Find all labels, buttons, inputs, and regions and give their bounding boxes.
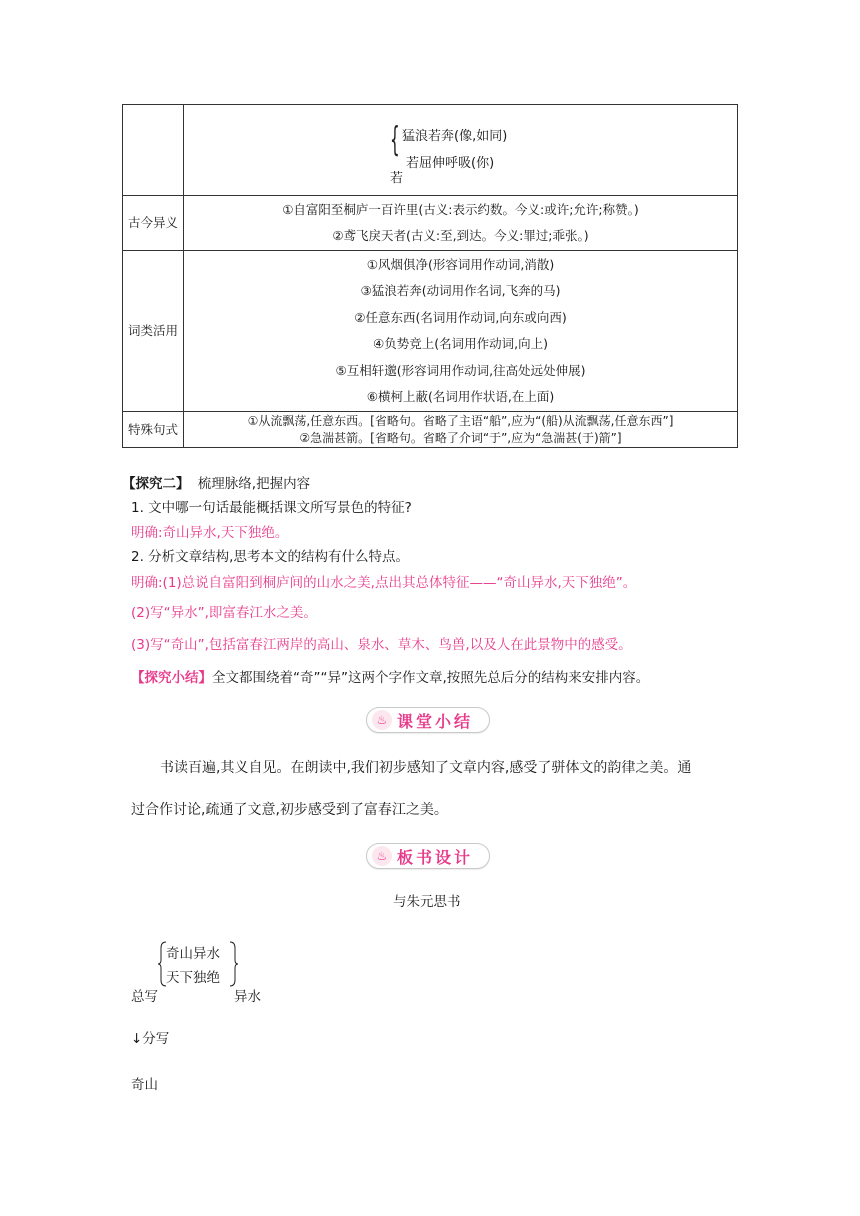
summary-text: 全文都围绕着“奇”“异”这两个字作文章,按照先总后分的结构来安排内容。 <box>212 670 650 686</box>
answer-1: 明确:奇山异水,天下独绝。 <box>131 525 289 541</box>
board-down: ↓分写 <box>131 1031 170 1047</box>
row-label: 古今异义 <box>123 196 184 251</box>
table-item: ②鸢飞戾天者(古义:至,到达。今义:罪过;乖张。) <box>332 228 589 243</box>
table-item: ④负势竞上(名词用作动词,向上) <box>373 336 548 351</box>
summary-para-line1: 书读百遍,其义自见。在朗读中,我们初步感知了文章内容,感受了骈体文的韵律之美。通 <box>160 760 692 776</box>
book-icon: ♨ <box>372 846 392 866</box>
table-label-empty <box>123 105 184 196</box>
table-item: ⑥横柯上蔽(名词用作状语,在上面) <box>366 389 555 404</box>
table-cell <box>184 196 738 251</box>
board-brace-group <box>158 940 238 988</box>
explore-summary <box>131 666 649 686</box>
table-item: ③猛浪若奔(动词用作名词,飞奔的马) <box>360 283 561 298</box>
heading-bracket: 【探究二】 <box>122 476 190 492</box>
question-2: 2. 分析文章结构,思考本文的结构有什么特点。 <box>131 549 409 565</box>
row-label: 词类活用 <box>123 251 184 412</box>
answer-2-1: 明确:(1)总说自富阳到桐庐间的山水之美,点出其总体特征——“奇山异水,天下独绝”。 <box>131 575 637 591</box>
summary-para-line2: 过合作讨论,疏通了文意,初步感受到了富春江之美。 <box>131 802 448 818</box>
book-icon: ♨ <box>372 710 392 730</box>
answer-2-3: (3)写“奇山”,包括富春江两岸的高山、泉水、草木、鸟兽,以及人在此景物中的感受。 <box>131 637 632 653</box>
summary-label: 【探究小结】 <box>131 670 212 686</box>
table-item: ①从流飘荡,任意东西。[省略句。省略了主语“船”,应为“(船)从流飘荡,任意东西”] <box>247 413 674 428</box>
board-bottom: 奇山 <box>131 1077 158 1093</box>
board-item: 天下独绝 <box>166 970 220 986</box>
table-cell <box>184 412 738 448</box>
ruo-item: 猛浪若奔(像,如同) <box>402 129 508 144</box>
table-item: ①自富阳至桐庐一百许里(古义:表示约数。今义:或许;允许;称赞。) <box>282 201 639 217</box>
table-item: ⑤互相轩邈(形容词用作动词,往高处远处伸展) <box>335 362 586 378</box>
table-cell <box>184 105 738 196</box>
answer-2-2: (2)写“异水”,即富春江水之美。 <box>131 605 317 621</box>
board-design-badge <box>366 843 490 869</box>
vocab-table <box>122 104 738 448</box>
board-item: 奇山异水 <box>166 946 220 962</box>
question-1: 1. 文中哪一句话最能概括课文所写景色的特征? <box>131 500 412 516</box>
board-title: 与朱元思书 <box>393 894 461 910</box>
badge-label: 课堂小结 <box>397 711 474 731</box>
table-item: ②任意东西(名词用作动词,向东或向西) <box>354 309 567 325</box>
row-label: 特殊句式 <box>123 412 184 448</box>
brace-icon: { <box>390 120 400 160</box>
board-right: 异水 <box>234 989 261 1005</box>
class-summary-badge <box>366 707 490 733</box>
table-row <box>123 196 738 251</box>
explore2-heading <box>122 472 310 492</box>
ruo-prefix: 若 <box>390 171 404 186</box>
table-row <box>123 105 738 196</box>
table-row <box>123 412 738 448</box>
table-item: ①风烟俱净(形容词用作动词,消散) <box>366 256 555 272</box>
table-item: ②急湍甚箭。[省略句。省略了介词“于”,应为“急湍甚(于)箭”] <box>299 430 622 445</box>
badge-label: 板书设计 <box>397 847 474 867</box>
ruo-item: 若屈伸呼吸(你) <box>406 156 495 171</box>
board-left: 总写 <box>131 989 158 1005</box>
heading-text: 梳理脉络,把握内容 <box>197 476 311 492</box>
table-cell <box>184 251 738 412</box>
table-row <box>123 251 738 412</box>
